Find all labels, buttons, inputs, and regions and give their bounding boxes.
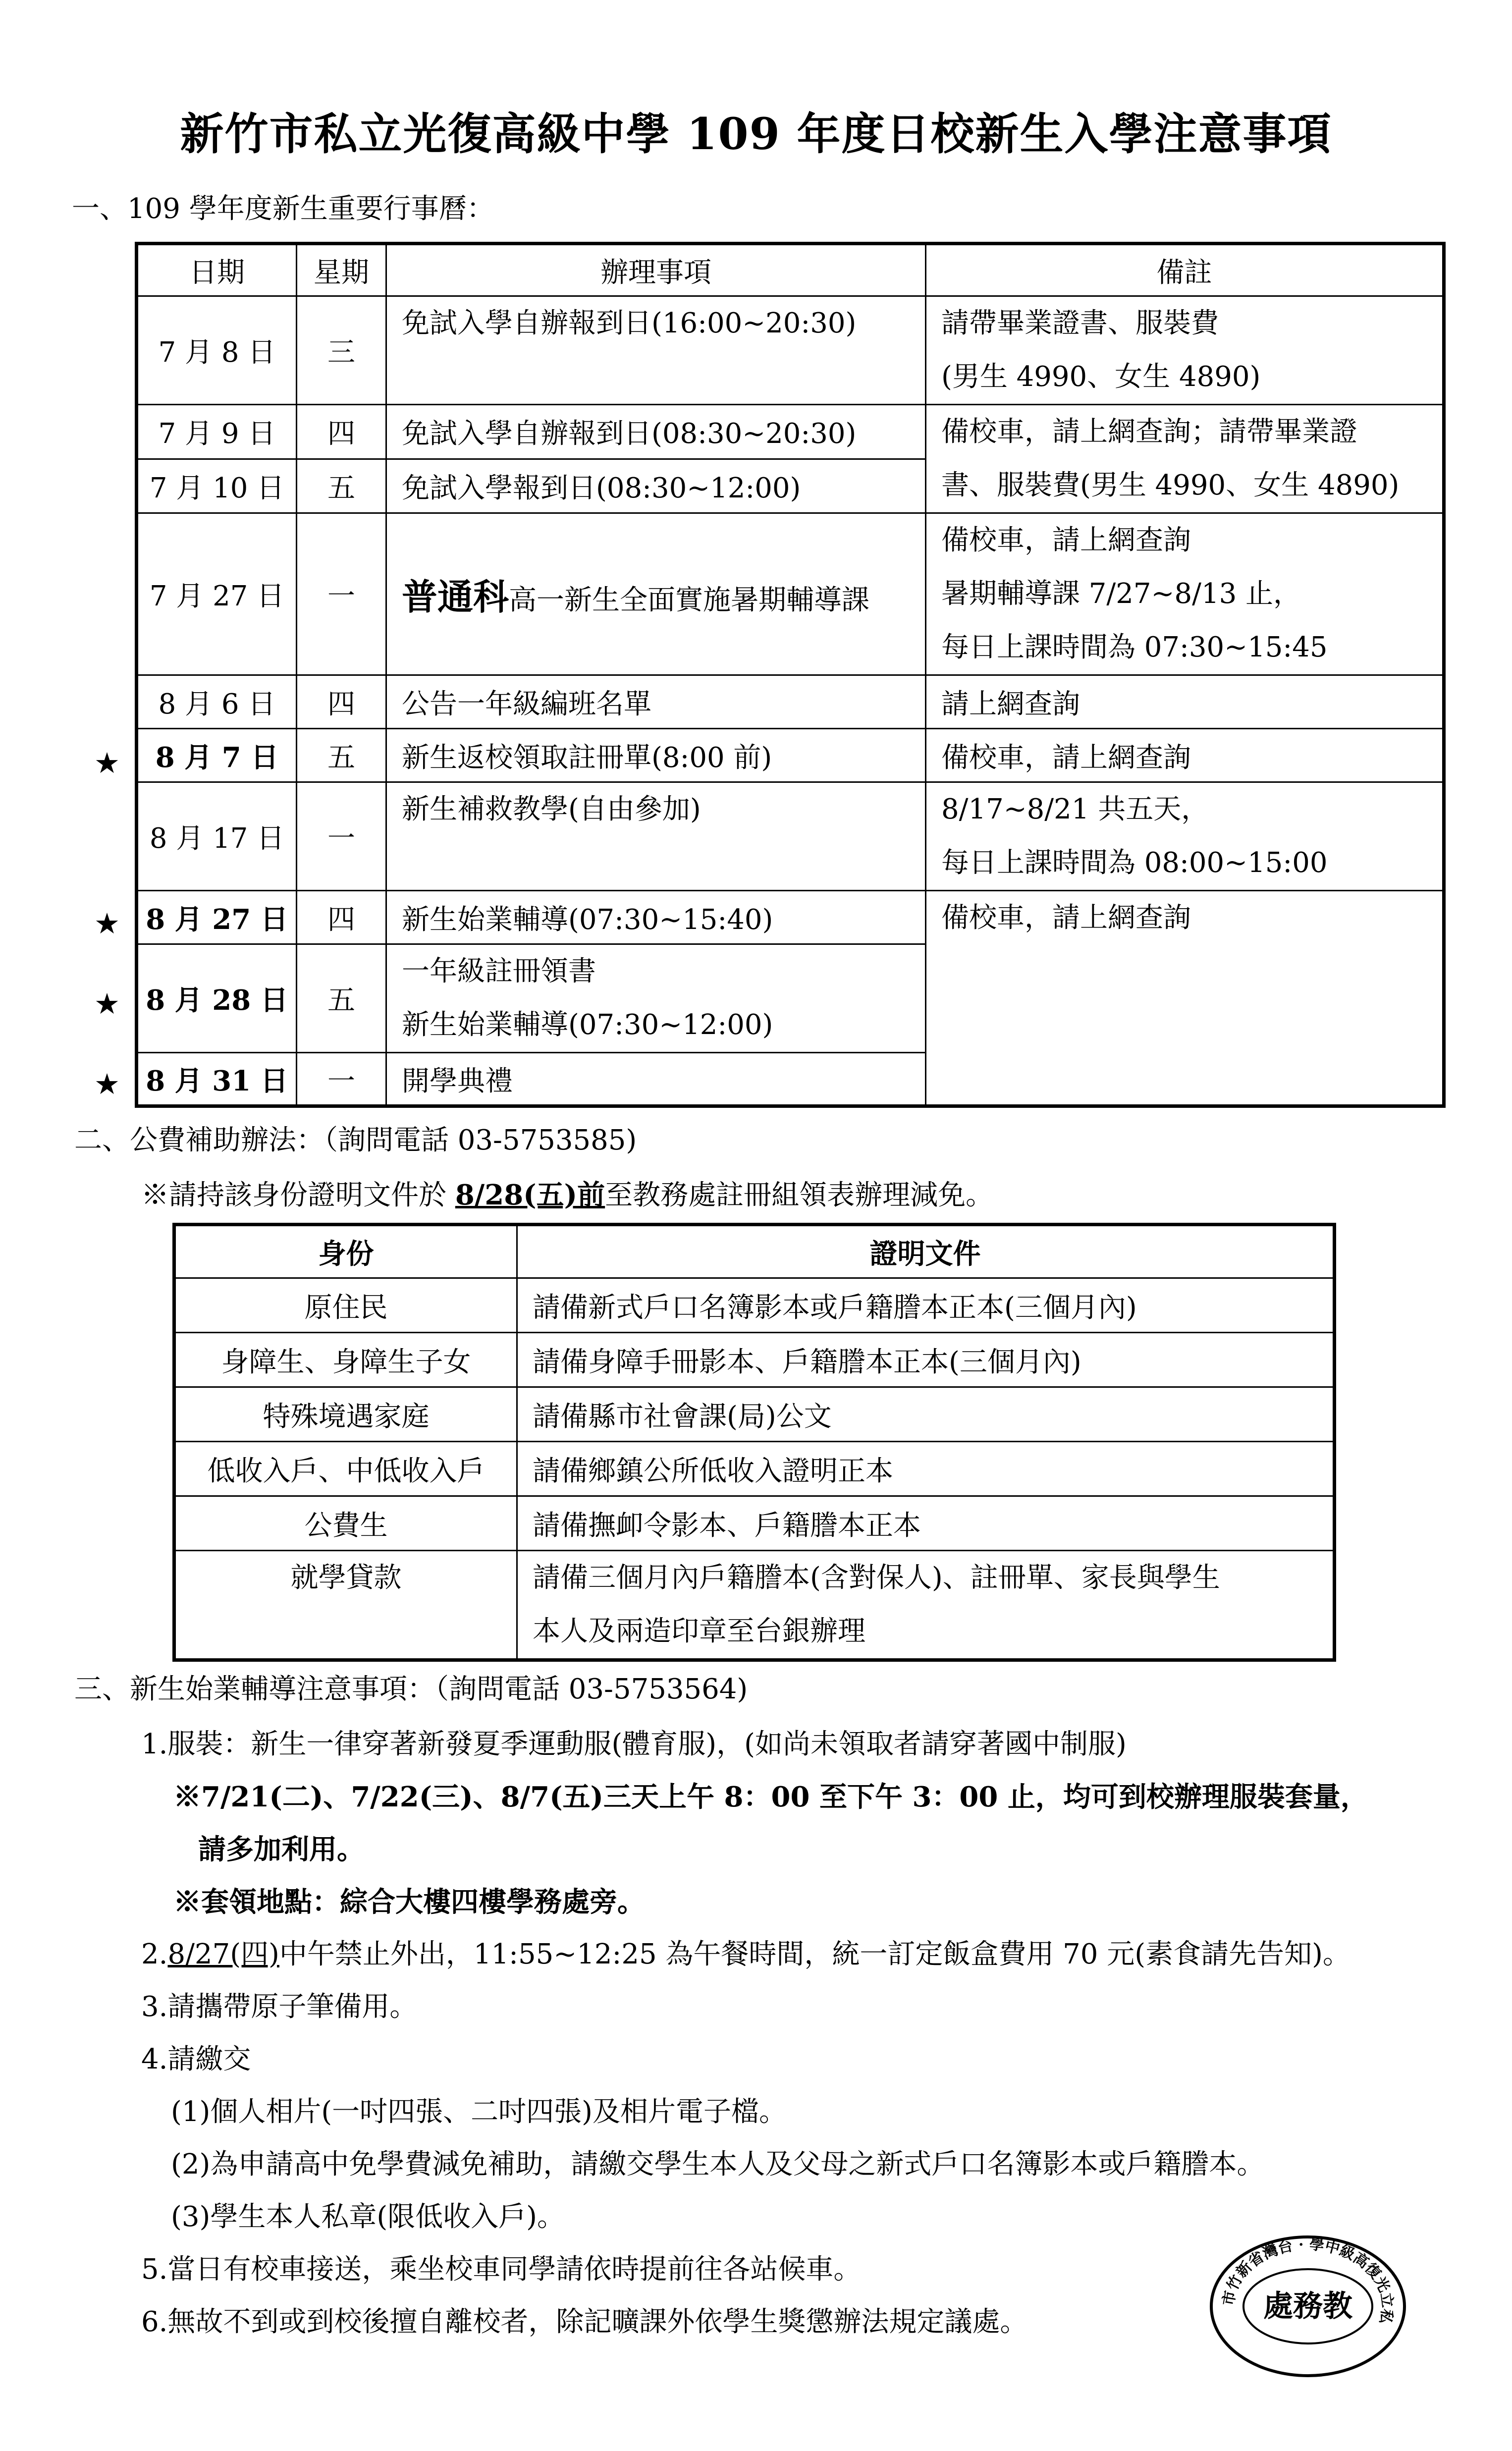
row-item <box>386 944 926 1053</box>
row-identity: 公費生 <box>174 1496 517 1551</box>
header-weekday: 星期 <box>297 244 386 296</box>
subsidy-row <box>174 1496 1335 1551</box>
row-item: 免試入學自辦報到日(08:30~20:30) <box>386 405 926 459</box>
row-document <box>517 1551 1335 1660</box>
row-weekday: 四 <box>297 405 386 459</box>
star-marker: ★ <box>94 1067 120 1101</box>
header-note: 備註 <box>926 244 1444 296</box>
note-line: 請帶畢業證書、服裝費 <box>941 307 1219 339</box>
subsidy-table <box>172 1223 1336 1662</box>
schedule-row <box>137 729 1444 782</box>
note-1c-location: ※套領地點：綜合大樓四樓學務處旁。 <box>173 1886 645 1918</box>
subsidy-row <box>174 1551 1335 1660</box>
schedule-header-row <box>137 244 1444 296</box>
row-document: 請備身障手冊影本、戶籍謄本正本(三個月內) <box>517 1333 1335 1387</box>
row-note <box>926 782 1444 891</box>
item-bold-label: 普通科 <box>402 576 509 618</box>
item-line: 新生始業輔導(07:30~12:00) <box>402 1009 773 1041</box>
academic-affairs-seal <box>1204 2232 1412 2381</box>
row-item: 新生始業輔導(07:30~15:40) <box>386 891 926 944</box>
note-2-text: 中午禁止外出，11:55~12:25 為午餐時間，統一訂定飯盒費用 70 元(素食請先告知)。 <box>279 1938 1350 1970</box>
row-note <box>926 513 1444 675</box>
note-1a-fitting-dates: ※7/21(二)、7/22(三)、8/7(五)三天上午 8：00 至下午 3：00 止，均可到校辦理服裝套量， <box>173 1781 1368 1813</box>
header-identity: 身份 <box>174 1225 517 1278</box>
row-date: 8 月 31 日 <box>137 1053 297 1106</box>
schedule-row <box>137 405 1444 459</box>
seal-ring-text: 市竹新省灣台 · 學中級高復光立私 <box>1220 2235 1396 2326</box>
row-item <box>386 296 926 405</box>
note-4-1: (1)個人相片(一吋四張、二吋四張)及相片電子檔。 <box>171 2096 787 2128</box>
row-identity: 原住民 <box>174 1278 517 1333</box>
row-date: 7 月 10 日 <box>137 459 297 513</box>
note-2-date: 8/27(四) <box>167 1938 279 1970</box>
row-weekday: 五 <box>297 459 386 513</box>
subsidy-row <box>174 1333 1335 1387</box>
star-marker: ★ <box>94 907 120 940</box>
subsidy-row <box>174 1442 1335 1496</box>
document-line: 本人及兩造印章至台銀辦理 <box>533 1615 865 1647</box>
row-note: 備校車，請上網查詢 <box>926 729 1444 782</box>
section1-heading: 一、109 學年度新生重要行事曆： <box>72 193 494 225</box>
row-weekday: 四 <box>297 891 386 944</box>
document-line: 請備三個月內戶籍謄本(含對保人)、註冊單、家長與學生 <box>533 1562 1220 1594</box>
identity-line: 就學貸款 <box>290 1562 402 1594</box>
row-document: 請備鄉鎮公所低收入證明正本 <box>517 1442 1335 1496</box>
note-2-prefix: 2. <box>141 1938 168 1970</box>
item-line: 免試入學自辦報到日(16:00~20:30) <box>402 307 857 339</box>
row-weekday: 三 <box>297 296 386 405</box>
document-title: 新竹市私立光復高級中學 109 年度日校新生入學注意事項 <box>180 108 1332 160</box>
row-note <box>926 296 1444 405</box>
row-weekday: 一 <box>297 513 386 675</box>
subsidy-header-row <box>174 1225 1335 1278</box>
note-deadline: 8/28(五)前 <box>455 1179 605 1211</box>
item-line: 一年級註冊領書 <box>402 955 596 987</box>
note-line: 書、服裝費(男生 4990、女生 4890) <box>941 469 1400 501</box>
row-date: 8 月 27 日 <box>137 891 297 944</box>
row-note: 請上網查詢 <box>926 675 1444 729</box>
row-weekday: 四 <box>297 675 386 729</box>
row-note <box>926 891 1444 1106</box>
row-item: 公告一年級編班名單 <box>386 675 926 729</box>
header-date: 日期 <box>137 244 297 296</box>
star-marker: ★ <box>94 987 120 1021</box>
schedule-row <box>137 891 1444 944</box>
header-item: 辦理事項 <box>386 244 926 296</box>
row-weekday: 一 <box>297 1053 386 1106</box>
note-4-2: (2)為申請高中免學費減免補助，請繳交學生本人及父母之新式戶口名簿影本或戶籍謄本。 <box>171 2148 1265 2180</box>
note-5-bus: 5.當日有校車接送，乘坐校車同學請依時提前往各站候車。 <box>141 2253 862 2286</box>
note-4-submit: 4.請繳交 <box>141 2043 251 2075</box>
note-pre: ※請持該身份證明文件於 <box>141 1179 455 1211</box>
subsidy-row <box>174 1278 1335 1333</box>
subsidy-row <box>174 1387 1335 1442</box>
row-document: 請備縣市社會課(局)公文 <box>517 1387 1335 1442</box>
note-1-uniform: 1.服裝：新生一律穿著新發夏季運動服(體育服)，(如尚未領取者請穿著國中制服) <box>141 1728 1127 1760</box>
row-note <box>926 405 1444 513</box>
row-document: 請備新式戶口名簿影本或戶籍謄本正本(三個月內) <box>517 1278 1335 1333</box>
schedule-row <box>137 296 1444 405</box>
row-weekday: 五 <box>297 729 386 782</box>
header-document: 證明文件 <box>517 1225 1335 1278</box>
row-identity: 特殊境遇家庭 <box>174 1387 517 1442</box>
row-date: 7 月 8 日 <box>137 296 297 405</box>
section2-note <box>141 1175 993 1215</box>
note-post: 至教務處註冊組領表辦理減免。 <box>605 1179 994 1211</box>
section3-heading: 三、新生始業輔導注意事項：（詢問電話 03-5753564) <box>74 1673 748 1705</box>
row-item: 開學典禮 <box>386 1053 926 1106</box>
row-weekday: 一 <box>297 782 386 891</box>
row-date: 8 月 6 日 <box>137 675 297 729</box>
note-line: 每日上課時間為 08:00~15:00 <box>941 847 1328 879</box>
note-4-3: (3)學生本人私章(限低收入戶)。 <box>171 2201 565 2233</box>
seal-center-text: 處務教 <box>1263 2289 1352 2324</box>
row-date: 8 月 17 日 <box>137 782 297 891</box>
star-marker: ★ <box>94 746 120 780</box>
item-line: 高一新生全面實施暑期輔導課 <box>509 584 870 616</box>
note-3-pen: 3.請攜帶原子筆備用。 <box>141 1991 418 2023</box>
row-identity: 低收入戶、中低收入戶 <box>174 1442 517 1496</box>
note-line: 備校車，請上網查詢 <box>941 902 1191 934</box>
section2-heading: 二、公費補助辦法：（詢問電話 03-5753585) <box>74 1124 637 1156</box>
row-item <box>386 782 926 891</box>
row-item <box>386 513 926 675</box>
row-identity: 身障生、身障生子女 <box>174 1333 517 1387</box>
schedule-row <box>137 675 1444 729</box>
row-weekday: 五 <box>297 944 386 1053</box>
schedule-row <box>137 782 1444 891</box>
note-line: 每日上課時間為 07:30~15:45 <box>941 631 1328 663</box>
row-date: 8 月 28 日 <box>137 944 297 1053</box>
schedule-row <box>137 513 1444 675</box>
note-6-absence: 6.無故不到或到校後擅自離校者，除記曠課外依學生獎懲辦法規定議處。 <box>141 2306 1028 2338</box>
row-date: 7 月 27 日 <box>137 513 297 675</box>
row-item: 免試入學報到日(08:30~12:00) <box>386 459 926 513</box>
row-document: 請備撫卹令影本、戶籍謄本正本 <box>517 1496 1335 1551</box>
row-date: 8 月 7 日 <box>137 729 297 782</box>
note-1b: 請多加利用。 <box>198 1833 365 1866</box>
note-line: 8/17~8/21 共五天， <box>941 793 1209 825</box>
note-2-lunch <box>141 1928 1350 1981</box>
note-line: 暑期輔導課 7/27~8/13 止， <box>941 578 1301 610</box>
item-line: 新生補救教學(自由參加) <box>402 793 701 825</box>
note-line: 備校車，請上網查詢 <box>941 524 1191 556</box>
row-identity <box>174 1551 517 1660</box>
schedule-table <box>135 242 1446 1108</box>
note-line: 備校車，請上網查詢；請帶畢業證 <box>941 416 1357 448</box>
row-item: 新生返校領取註冊單(8:00 前) <box>386 729 926 782</box>
row-date: 7 月 9 日 <box>137 405 297 459</box>
note-line: (男生 4990、女生 4890) <box>941 361 1261 393</box>
